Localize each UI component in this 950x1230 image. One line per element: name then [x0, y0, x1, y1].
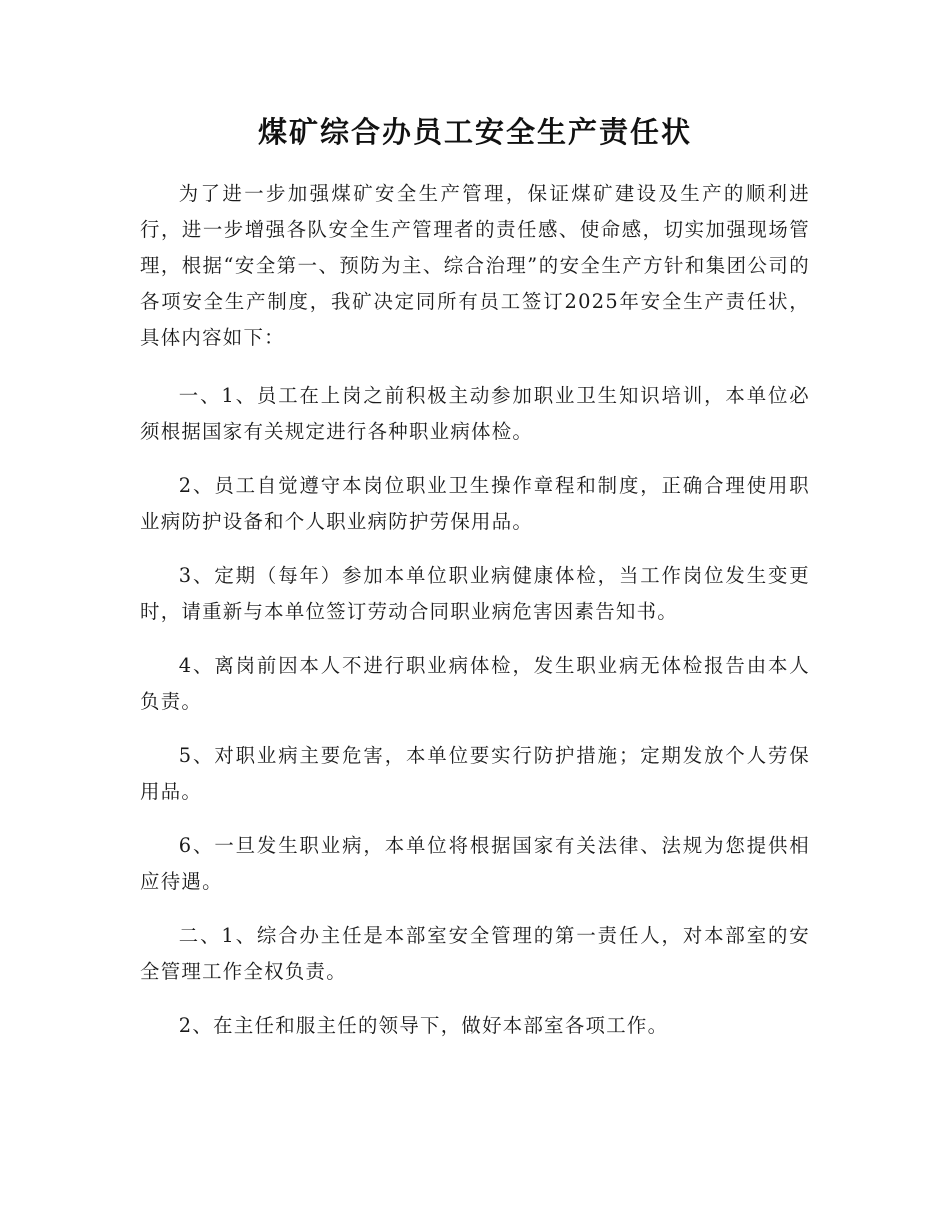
clause-1-3: 3、定期（每年）参加本单位职业病健康体检，当工作岗位发生变更时，请重新与本单位签订劳动合同职业病危害因素告知书。 — [140, 564, 810, 623]
clause-1-2: 2、员工自觉遵守本岗位职业卫生操作章程和制度，正确合理使用职业病防护设备和个人职业病防护劳保用品。 — [140, 474, 810, 533]
document-page — [140, 108, 810, 1062]
clause-1-4: 4、离岗前因本人不进行职业病体检，发生职业病无体检报告由本人负责。 — [140, 654, 810, 713]
clause-2-2: 2、在主任和服主任的领导下，做好本部室各项工作。 — [178, 1014, 669, 1037]
intro-paragraph: 为了进一步加强煤矿安全生产管理，保证煤矿建设及生产的顺利进行，进一步增强各队安全生产管理者的责任感、使命感，切实加强现场管理，根据“安全第一、预防为主、综合治理”的安全生产方针和集团公司的各项安全生产制度，我矿决定同所有员工签订2025年安全生产责任状，具体内容如下： — [140, 182, 810, 349]
clause-2-1: 二、1、综合办主任是本部室安全管理的第一责任人，对本部室的安全管理工作全权负责。 — [140, 924, 810, 983]
clause-1-6: 6、一旦发生职业病，本单位将根据国家有关法律、法规为您提供相应待遇。 — [140, 834, 810, 893]
clause-1-1: 一、1、员工在上岗之前积极主动参加职业卫生知识培训，本单位必须根据国家有关规定进行各种职业病体检。 — [140, 384, 810, 443]
document-title: 煤矿综合办员工安全生产责任状 — [257, 115, 692, 149]
clause-1-5: 5、对职业病主要危害，本单位要实行防护措施；定期发放个人劳保用品。 — [140, 744, 810, 803]
